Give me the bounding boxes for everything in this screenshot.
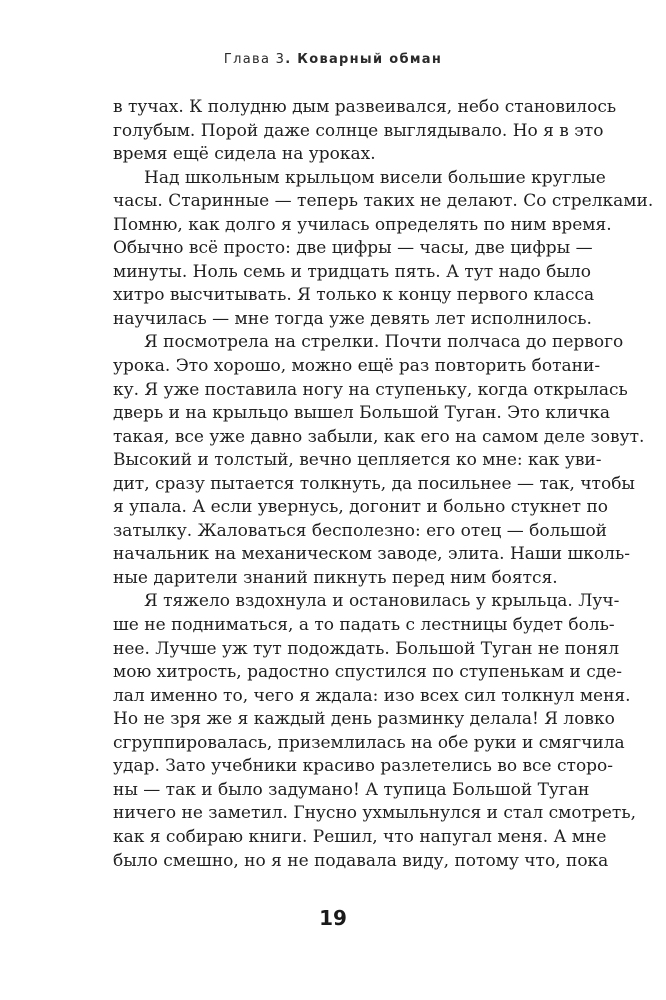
text-line: такая, все уже давно забыли, как его на самом деле зовут. xyxy=(113,426,645,447)
text-line: ку. Я уже поставила ногу на ступеньку, когда открылась xyxy=(113,379,628,400)
text-line: научилась — мне тогда уже девять лет исполнилось. xyxy=(113,308,592,329)
text-line: было смешно, но я не подавала виду, потому что, пока xyxy=(113,850,609,871)
text-line: минуты. Ноль семь и тридцать пять. А тут надо было xyxy=(113,261,591,282)
body-text xyxy=(113,96,654,873)
text-line: Я тяжело вздохнула и остановилась у крыльца. Луч- xyxy=(144,591,620,612)
text-line: ничего не заметил. Гнусно ухмыльнулся и стал смотреть, xyxy=(113,803,636,824)
text-line: дверь и на крыльцо вышел Большой Туган. Это кличка xyxy=(113,403,610,424)
text-line: лал именно то, чего я ждала: изо всех сил толкнул меня. xyxy=(113,685,631,706)
text-line: ше не подниматься, а то падать с лестницы будет боль- xyxy=(113,615,615,636)
text-line: Обычно всё просто: две цифры — часы, две цифры — xyxy=(113,238,593,259)
text-line: ны — так и было задумано! А тупица Большой Туган xyxy=(113,779,590,800)
text-line: Помню, как долго я училась определять по ним время. xyxy=(113,214,612,235)
text-line: как я собираю книги. Решил, что напугал меня. А мне xyxy=(113,826,607,847)
text-line: Но не зря же я каждый день разминку делала! Я ловко xyxy=(113,709,615,730)
chapter-title: . Коварный обман xyxy=(285,52,443,67)
running-head xyxy=(0,52,666,67)
text-line: Высокий и толстый, вечно цепляется ко мне: как уви- xyxy=(113,450,602,471)
text-line: урока. Это хорошо, можно ещё раз повторить ботани- xyxy=(113,356,601,377)
text-line: удар. Зато учебники красиво разлетелись во все сторо- xyxy=(113,756,614,777)
text-line: сгруппировалась, приземлилась на обе руки и смягчила xyxy=(113,732,625,753)
text-line: затылку. Жаловаться бесполезно: его отец — большой xyxy=(113,520,608,541)
text-line: голубым. Порой даже солнце выглядывало. Но я в это xyxy=(113,120,604,141)
paragraph xyxy=(113,331,645,590)
page-number: 19 xyxy=(319,906,347,930)
paragraph xyxy=(113,167,654,332)
text-line: Я посмотрела на стрелки. Почти полчаса до первого xyxy=(144,332,624,353)
text-line: время ещё сидела на уроках. xyxy=(113,144,376,165)
text-line: ные дарители знаний пикнуть перед ним боятся. xyxy=(113,567,558,588)
text-line: я упала. А если увернусь, догонит и больно стукнет по xyxy=(113,497,609,518)
text-line: начальник на механическом заводе, элита. Наши школь- xyxy=(113,544,630,565)
chapter-label: Глава 3 xyxy=(223,52,286,67)
text-line: Над школьным крыльцом висели большие круглые xyxy=(144,167,606,188)
text-line: дит, сразу пытается толкнуть, да посильнее — так, чтобы xyxy=(113,473,635,494)
text-line: в тучах. К полудню дым развеивался, небо становилось xyxy=(113,97,617,117)
paragraph xyxy=(113,590,636,873)
paragraph xyxy=(113,96,617,167)
text-line: мою хитрость, радостно спустился по ступенькам и сде- xyxy=(113,662,623,683)
text-line: часы. Старинные — теперь таких не делают. Со стрелками. xyxy=(113,191,654,212)
text-line: хитро высчитывать. Я только к концу первого класса xyxy=(113,285,595,306)
text-line: нее. Лучше уж тут подождать. Большой Туган не понял xyxy=(113,638,620,659)
